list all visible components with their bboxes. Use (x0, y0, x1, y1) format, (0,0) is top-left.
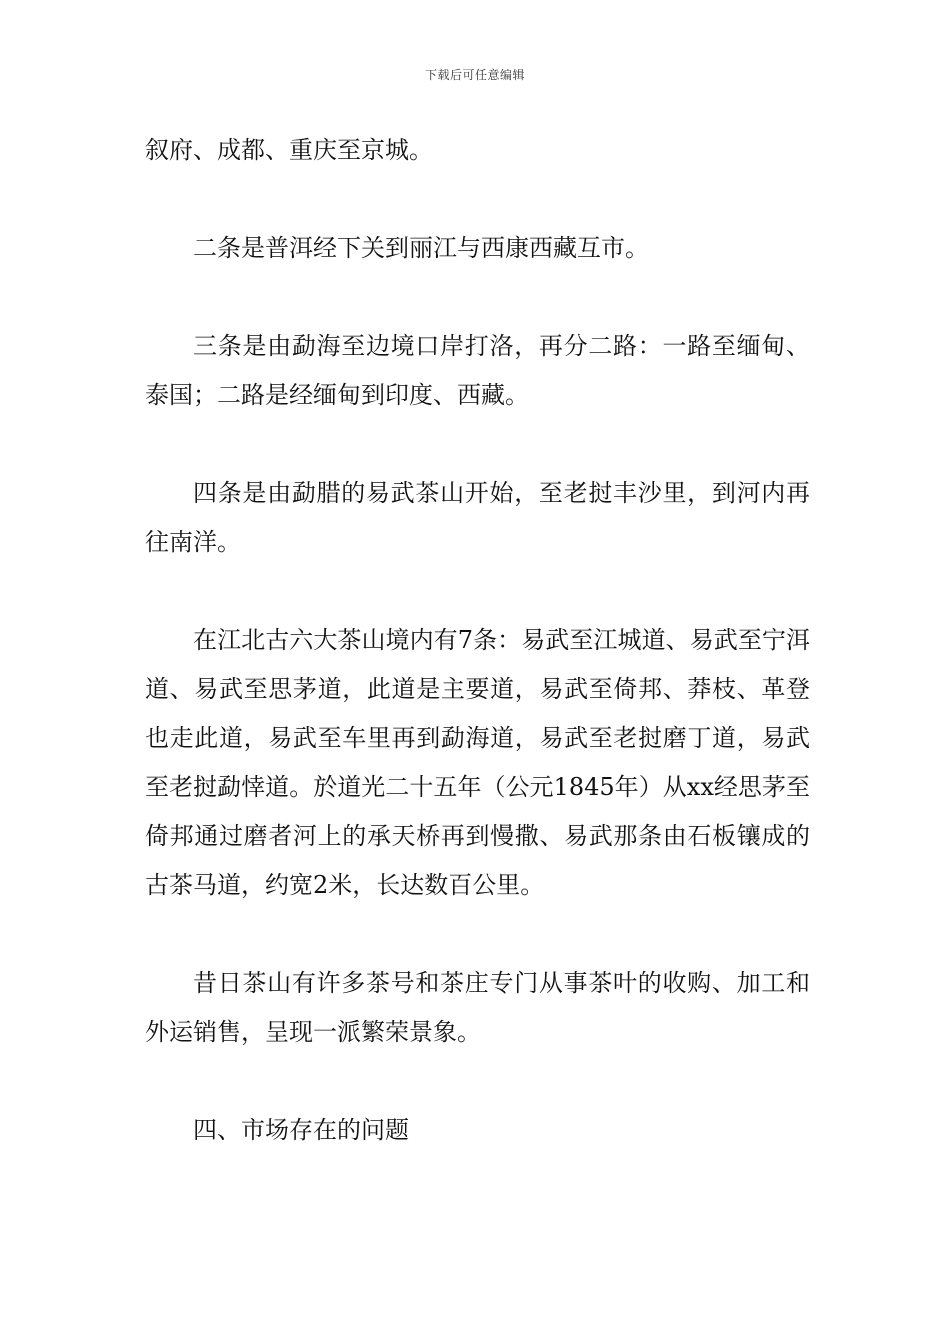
document-body (145, 126, 810, 1155)
paragraph-route-three: 三条是由勐海至边境口岸打洛，再分二路：一路至缅甸、泰国；二路是经缅甸到印度、西藏。 (145, 332, 810, 409)
page-header: 下载后可任意编辑 (424, 68, 525, 82)
paragraph-route-four: 四条是由勐腊的易武茶山开始，至老挝丰沙里，到河内再往南洋。 (145, 479, 810, 556)
section-heading-market-problems: 四、市场存在的问题 (193, 1116, 409, 1144)
paragraph-route-two: 二条是普洱经下关到丽江与西康西藏互市。 (193, 234, 649, 262)
paragraph-jiangbei-routes: 在江北古六大茶山境内有7条：易武至江城道、易武至宁洱道、易武至思茅道，此道是主要道，易武至倚邦、莽枝、革登也走此道，易武至车里再到勐海道，易武至老挝磨丁道，易武至老挝勐悻道。於道光二十五年（公元1845年）从xx经思茅至倚邦通过磨者河上的承天桥再到慢撒、易武那条由石板镶成的古茶马道，约宽2米，长达数百公里。 (145, 626, 810, 899)
paragraph-route-continuation: 叙府、成都、重庆至京城。 (145, 136, 433, 164)
paragraph-tea-trade: 昔日茶山有许多茶号和茶庄专门从事茶叶的收购、加工和外运销售，呈现一派繁荣景象。 (145, 969, 810, 1046)
